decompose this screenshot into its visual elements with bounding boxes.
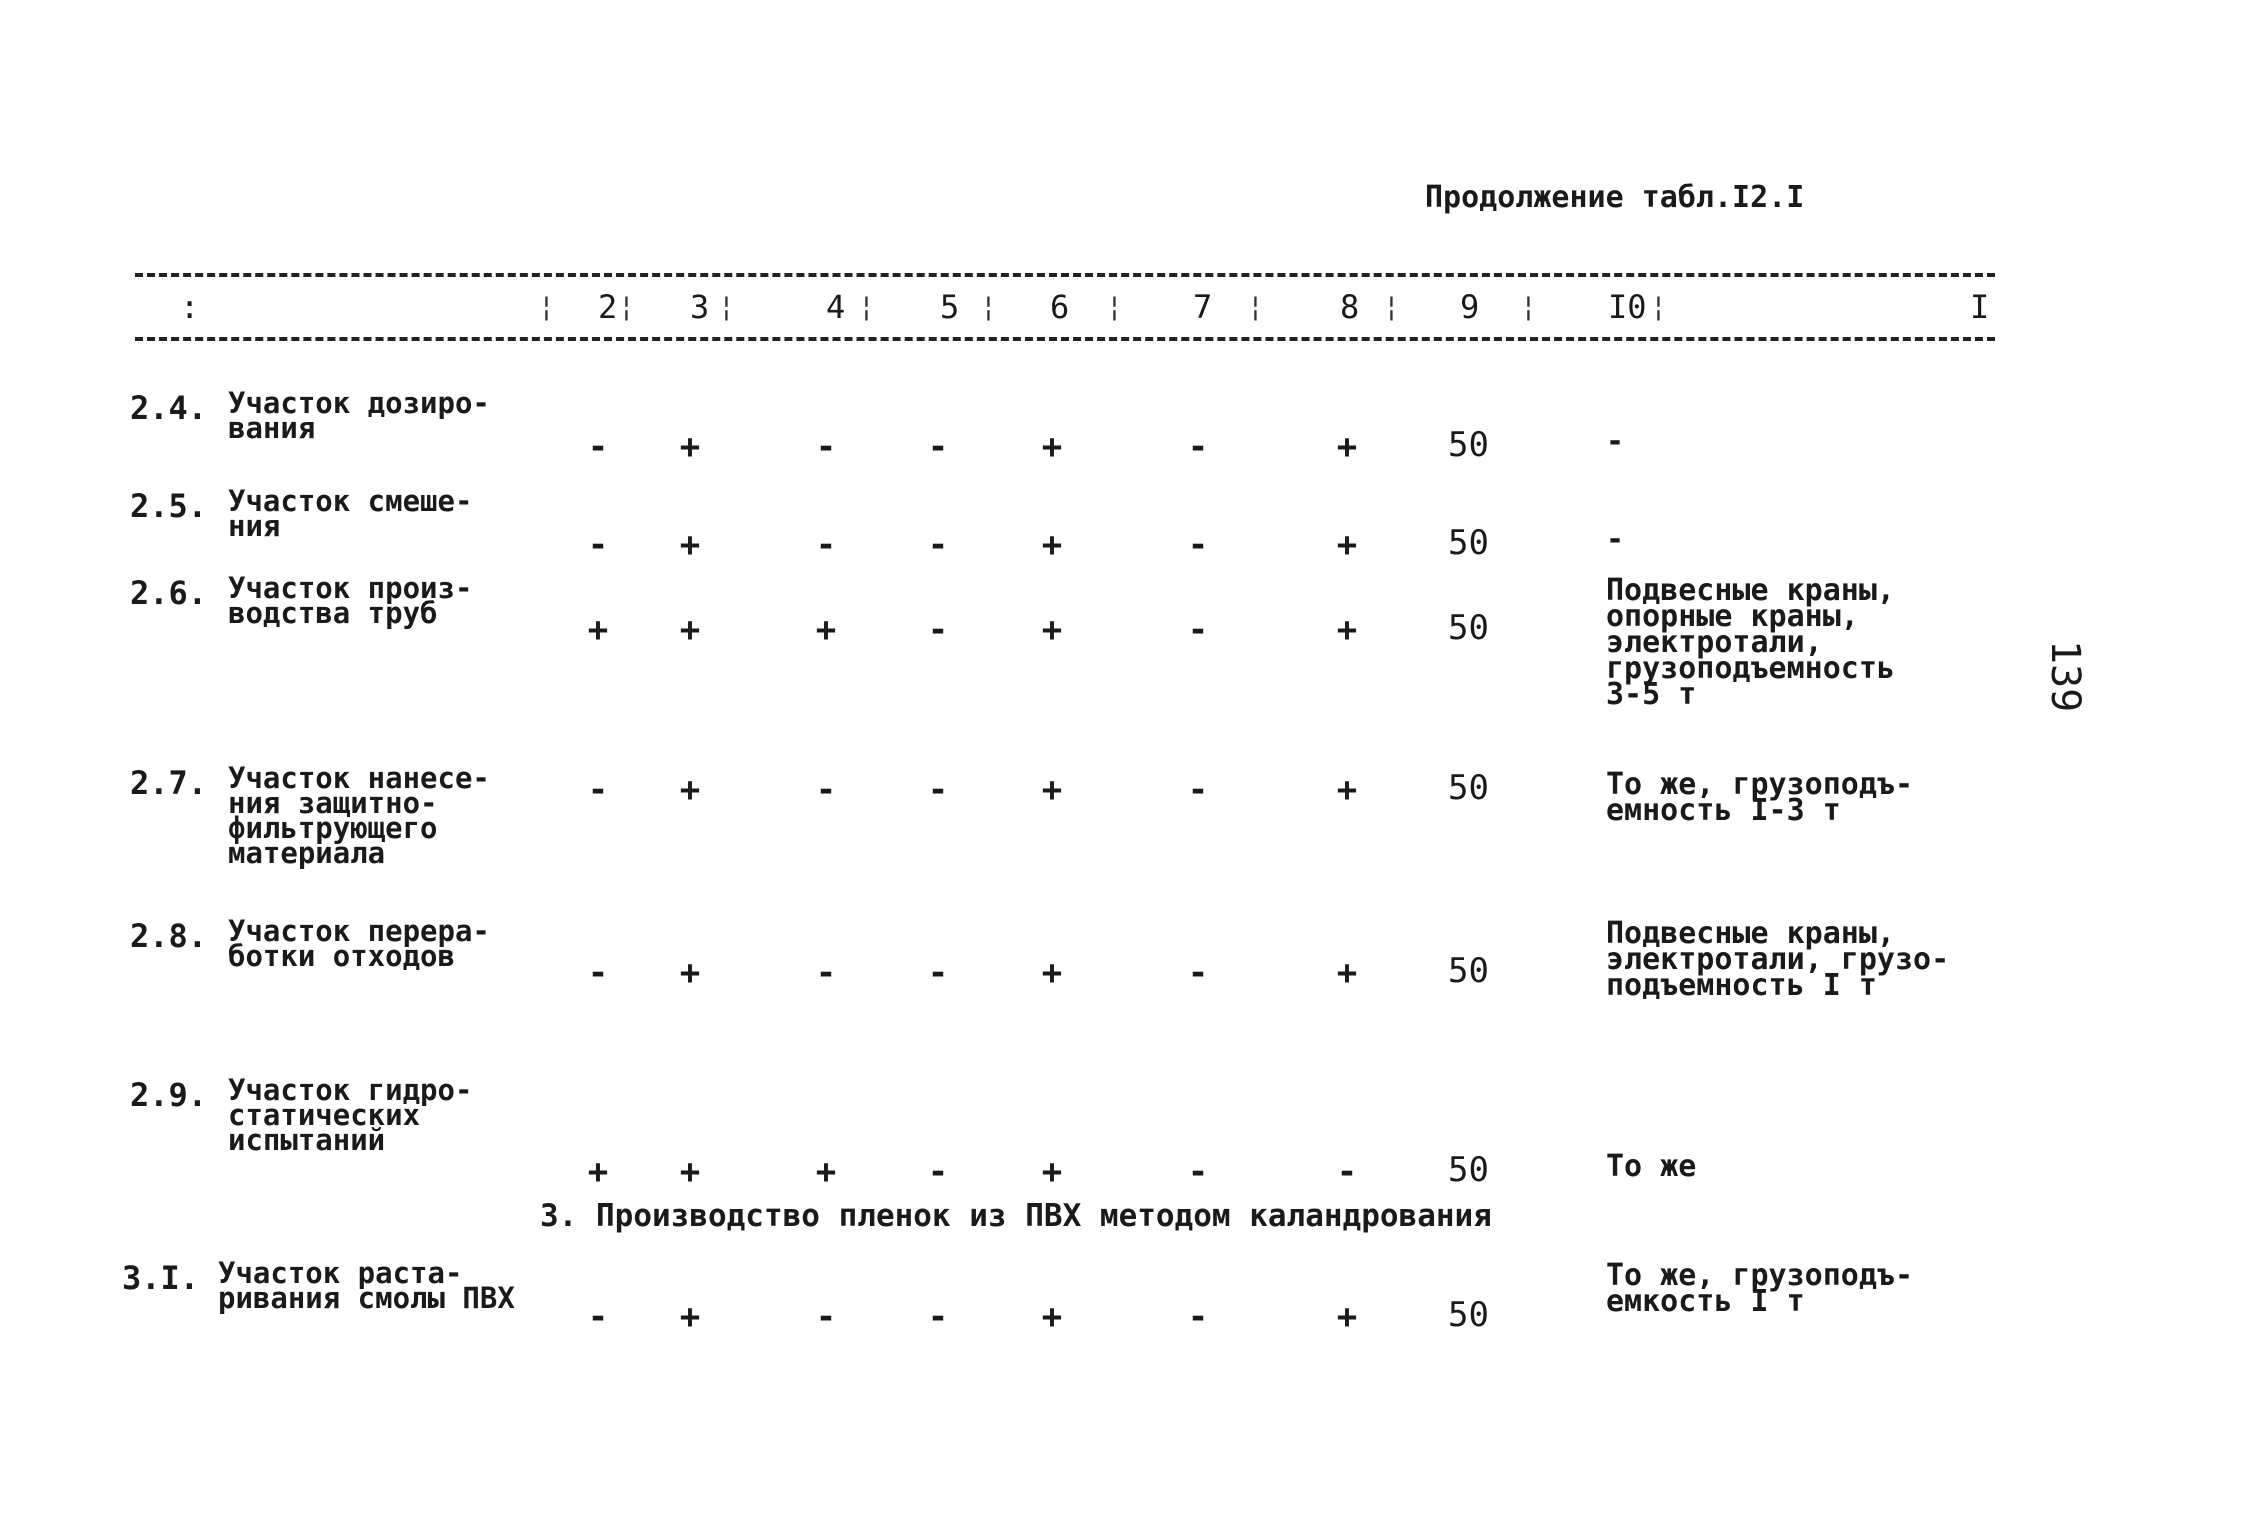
cell-col-7: - — [1187, 610, 1209, 650]
page-number: 139 — [2042, 640, 2088, 713]
section-title: 3. Производство пленок из ПВХ методом каландрования — [540, 1198, 1492, 1234]
row-number: 2.8. — [130, 917, 208, 955]
cell-col-8: + — [1336, 1297, 1358, 1337]
cell-col-9: 50 — [1448, 1150, 1489, 1190]
cell-col-3: + — [679, 1152, 701, 1192]
cell-col-9: 50 — [1448, 523, 1489, 563]
cell-col-8: + — [1336, 427, 1358, 467]
cell-col-10: Подвесные краны, опорные краны, электротали, грузоподъемность 3-5 т — [1606, 573, 1895, 712]
row-number: 3.I. — [122, 1259, 200, 1297]
cell-col-9: 50 — [1448, 1295, 1489, 1335]
column-header-6: 6 — [1050, 288, 1070, 326]
cell-col-2: - — [587, 525, 609, 565]
row-number: 2.7. — [130, 764, 208, 802]
cell-col-4: - — [815, 953, 837, 993]
cell-col-8: + — [1336, 610, 1358, 650]
cell-col-7: - — [1187, 1152, 1209, 1192]
column-separator: ¦ — [618, 290, 635, 323]
table-caption: Продолжение табл.I2.I — [1425, 180, 1805, 215]
cell-col-9: 50 — [1448, 951, 1489, 991]
table-header-rule — [135, 337, 1995, 341]
cell-col-5: - — [927, 1297, 949, 1337]
cell-col-6: + — [1041, 427, 1063, 467]
cell-col-2: - — [587, 953, 609, 993]
column-header-10: I0 — [1608, 288, 1647, 326]
cell-col-10: - — [1606, 424, 1625, 459]
column-header-5: 5 — [940, 288, 960, 326]
cell-col-3: + — [679, 427, 701, 467]
cell-col-9: 50 — [1448, 608, 1489, 648]
cell-col-5: - — [927, 770, 949, 810]
row-name: Участок произ- водства труб — [228, 571, 473, 630]
column-separator: ¦ — [1520, 290, 1537, 323]
column-header-1: : — [180, 288, 200, 326]
cell-col-6: + — [1041, 525, 1063, 565]
column-header-9: 9 — [1460, 288, 1480, 326]
cell-col-2: + — [587, 610, 609, 650]
cell-col-5: - — [927, 1152, 949, 1192]
cell-col-10: То же — [1606, 1149, 1697, 1184]
row-name: Участок перера- ботки отходов — [228, 914, 490, 973]
cell-col-3: + — [679, 525, 701, 565]
row-name: Участок нанесе- ния защитно- фильтрующего материала — [228, 761, 490, 870]
cell-col-6: + — [1041, 770, 1063, 810]
row-number: 2.9. — [130, 1076, 208, 1114]
cell-col-4: + — [815, 610, 837, 650]
column-header-11: I — [1970, 288, 1990, 326]
column-separator: ¦ — [718, 290, 735, 323]
cell-col-2: - — [587, 1297, 609, 1337]
cell-col-4: + — [815, 1152, 837, 1192]
cell-col-6: + — [1041, 1152, 1063, 1192]
cell-col-4: - — [815, 1297, 837, 1337]
cell-col-8: + — [1336, 953, 1358, 993]
column-separator: ¦ — [1247, 290, 1264, 323]
cell-col-5: - — [927, 427, 949, 467]
column-separator: ¦ — [1106, 290, 1123, 323]
row-name: Участок гидро- статических испытаний — [228, 1073, 473, 1157]
cell-col-7: - — [1187, 953, 1209, 993]
cell-col-10: То же, грузоподъ- емкость I т — [1606, 1258, 1914, 1319]
cell-col-9: 50 — [1448, 425, 1489, 465]
column-header-3: 3 — [690, 288, 710, 326]
cell-col-9: 50 — [1448, 768, 1489, 808]
cell-col-6: + — [1041, 1297, 1063, 1337]
row-name: Участок дозиро- вания — [228, 386, 490, 445]
cell-col-2: - — [587, 770, 609, 810]
cell-col-7: - — [1187, 1297, 1209, 1337]
cell-col-10: То же, грузоподъ- емность I-3 т — [1606, 767, 1914, 828]
cell-col-2: - — [587, 427, 609, 467]
column-separator: ¦ — [858, 290, 875, 323]
cell-col-5: - — [927, 953, 949, 993]
cell-col-3: + — [679, 953, 701, 993]
cell-col-10: - — [1606, 522, 1625, 557]
cell-col-7: - — [1187, 427, 1209, 467]
row-name: Участок смеше- ния — [228, 484, 473, 543]
cell-col-3: + — [679, 610, 701, 650]
cell-col-3: + — [679, 1297, 701, 1337]
cell-col-8: + — [1336, 770, 1358, 810]
cell-col-4: - — [815, 525, 837, 565]
cell-col-8: - — [1336, 1152, 1358, 1192]
column-header-8: 8 — [1340, 288, 1360, 326]
cell-col-3: + — [679, 770, 701, 810]
cell-col-8: + — [1336, 525, 1358, 565]
column-separator: ¦ — [1650, 290, 1667, 323]
row-name: Участок раста- ривания смолы ПВХ — [218, 1256, 515, 1315]
cell-col-10: Подвесные краны, электротали, грузо- подъемность I т — [1606, 916, 1950, 1003]
column-separator: ¦ — [1383, 290, 1400, 323]
cell-col-5: - — [927, 610, 949, 650]
row-number: 2.5. — [130, 487, 208, 525]
table-top-rule — [135, 273, 1995, 277]
column-separator: ¦ — [538, 290, 555, 323]
cell-col-4: - — [815, 427, 837, 467]
column-header-2: 2 — [598, 288, 618, 326]
column-header-7: 7 — [1193, 288, 1213, 326]
row-number: 2.4. — [130, 389, 208, 427]
row-number: 2.6. — [130, 574, 208, 612]
cell-col-6: + — [1041, 953, 1063, 993]
cell-col-5: - — [927, 525, 949, 565]
column-header-4: 4 — [826, 288, 846, 326]
cell-col-7: - — [1187, 770, 1209, 810]
cell-col-4: - — [815, 770, 837, 810]
cell-col-7: - — [1187, 525, 1209, 565]
cell-col-2: + — [587, 1152, 609, 1192]
cell-col-6: + — [1041, 610, 1063, 650]
column-separator: ¦ — [980, 290, 997, 323]
